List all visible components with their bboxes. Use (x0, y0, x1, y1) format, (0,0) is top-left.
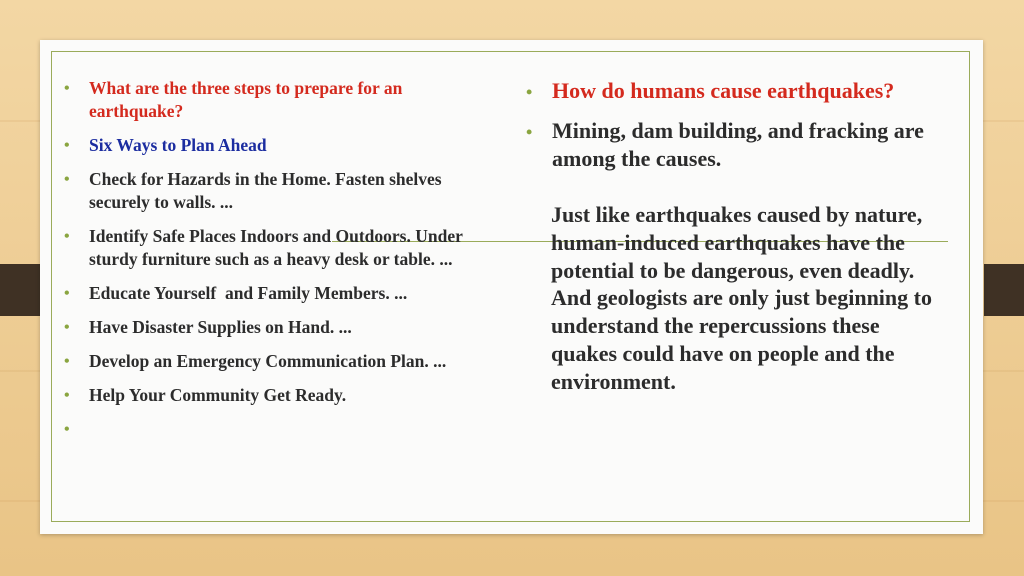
list-item-text: Educate Yourself and Family Members. ... (89, 283, 408, 303)
list-item (62, 316, 482, 339)
list-item (62, 282, 482, 305)
list-item-text: Develop an Emergency Communication Plan. ... (89, 351, 447, 371)
list-item (524, 117, 944, 173)
question-text: How do humans cause earthquakes? (552, 78, 895, 103)
bullet-icon: • (64, 387, 70, 404)
list-item-empty (62, 418, 482, 441)
bullet-icon: • (64, 319, 70, 336)
bullet-icon: • (526, 122, 533, 142)
list-item-text: Mining, dam building, and fracking are among the causes. (552, 118, 924, 171)
list-item-text: Check for Hazards in the Home. Fasten shelves securely to walls. ... (89, 169, 442, 212)
list-item (62, 77, 482, 123)
question-text: What are the three steps to prepare for an earthquake? (89, 78, 403, 121)
list-item-text: Help Your Community Get Ready. (89, 385, 347, 405)
bullet-icon: • (64, 80, 70, 97)
right-side-tab (984, 264, 1024, 316)
bullet-icon: • (526, 82, 533, 102)
list-item-text: Identify Safe Places Indoors and Outdoors. Under sturdy furniture such as a heavy desk or table. ... (89, 226, 463, 269)
explanation-paragraph: Just like earthquakes caused by nature, human-induced earthquakes have the potential to be dangerous, even deadly. And geologists are only just beginning to understand the repercussions these quakes could have on people and the environment. (551, 202, 932, 394)
list-item (62, 225, 482, 271)
bullet-icon: • (64, 137, 70, 154)
right-bullet-list (524, 77, 944, 185)
left-side-tab (0, 264, 40, 316)
bullet-icon: • (64, 228, 70, 245)
list-item (62, 350, 482, 373)
bullet-icon: • (64, 285, 70, 302)
bullet-icon: • (64, 171, 70, 188)
list-item (62, 384, 482, 407)
list-item-text: Have Disaster Supplies on Hand. ... (89, 317, 352, 337)
bullet-icon: • (64, 353, 70, 370)
subheading-text: Six Ways to Plan Ahead (89, 135, 267, 155)
list-item (524, 77, 944, 105)
left-bullet-list (62, 77, 482, 452)
list-item (62, 134, 482, 157)
list-item (62, 168, 482, 214)
bullet-icon: • (64, 421, 70, 438)
